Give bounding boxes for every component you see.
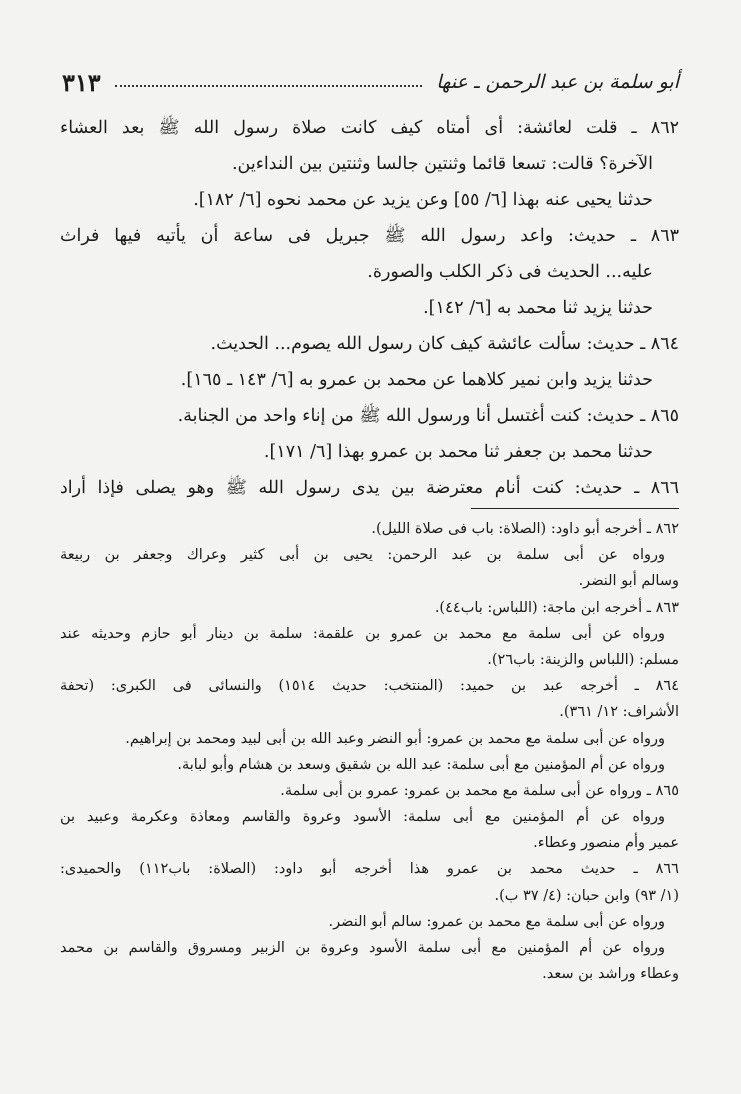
footnote-line: وعطاء وراشد بن سعد. [542, 966, 679, 983]
footnote-line: الأشراف: ١٢/ ٣٦١). [559, 704, 679, 721]
footnote-line: ورواه عن أم المؤمنين مع أبى سلمة: عبد الله بن شقيق وسعد بن هشام وأبو لبابة. [177, 756, 665, 773]
footnote-line: وسالم أبو النضر. [578, 573, 679, 590]
footnote-line: ٨٦٤ ـ أخرجه عبد بن حميد: (المنتخب: حديث ١٥١٤) والنسائى فى الكبرى: (تحفة [60, 678, 679, 695]
text-line: ٨٦٣ ـ حديث: واعد رسول الله ﷺ جبريل فى ساعة أن يأتيه فيها فراث [60, 226, 679, 246]
footnote-divider [471, 508, 679, 509]
footnote-line: ورواه عن أبى سلمة بن عبد الرحمن: يحيى بن أبى كثير وعراك وجعفر بن ربيعة [60, 547, 665, 564]
footnotes [60, 516, 679, 987]
chapter-title: أبو سلمة بن عبد الرحمن ـ عنها [436, 71, 679, 93]
footnote-line: عمير وأم منصور وعطاء. [533, 835, 679, 852]
footnote-line: ٨٦٢ ـ أخرجه أبو داود: (الصلاة: باب فى صلاة الليل). [371, 521, 679, 537]
running-header [62, 64, 679, 100]
text-line: ٨٦٥ ـ حديث: كنت أغتسل أنا ورسول الله ﷺ من إناء واحد من الجنابة. [177, 406, 679, 426]
text-line: الآخرة؟ قالت: تسعا قائما وثنتين جالسا وثنتين بين النداءين. [231, 154, 653, 174]
text-line: ٨٦٦ ـ حديث: كنت أنام معترضة بين يدى رسول الله ﷺ وهو يصلى فإذا أراد [60, 478, 679, 498]
footnote-line: ورواه عن أبى سلمة مع محمد بن عمرو: أبو النضر وعبد الله بن أبى لبيد ومحمد بن إبراهيم. [125, 730, 665, 747]
text-line: ٨٦٢ ـ قلت لعائشة: أى أمتاه كيف كانت صلاة رسول الله ﷺ بعد العشاء [60, 118, 679, 138]
text-line: عليه... الحديث فى ذكر الكلب والصورة. [367, 262, 653, 282]
main-text [60, 110, 679, 506]
text-line: ٨٦٤ ـ حديث: سألت عائشة كيف كان رسول الله يصوم... الحديث. [210, 334, 679, 354]
footnote-line: ورواه عن أم المؤمنين مع أبى سلمة الأسود وعروة بن الزبير ومسروق والقاسم بن محمد [60, 940, 665, 956]
footnote-line: ورواه عن أم المؤمنين مع أبى سلمة: الأسود وعروة والقاسم ومعاذة وعكرمة وعبيد بن [60, 809, 665, 826]
text-line: حدثنا محمد بن جعفر ثنا محمد بن عمرو بهذا [٦/ ١٧١]. [263, 442, 653, 462]
text-line: حدثنا يزيد ثنا محمد به [٦/ ١٤٢]. [423, 298, 653, 318]
footnote-line: ورواه عن أبى سلمة مع محمد بن عمرو: سالم أبو النضر. [328, 913, 665, 930]
header-dotted-rule [115, 85, 423, 87]
footnote-line: ورواه عن أبى سلمة مع محمد بن عمرو بن علقمة: سلمة بن دينار أبو حازم وحديثه عند [60, 625, 665, 642]
text-line: حدثنا يزيد وابن نمير كلاهما عن محمد بن عمرو به [٦/ ١٤٣ ـ ١٦٥]. [180, 370, 653, 390]
footnote-line: ٨٦٣ ـ أخرجه ابن ماجة: (اللباس: باب٤٤). [434, 599, 679, 616]
footnote-line: ٨٦٥ ـ ورواه عن أبى سلمة مع محمد بن عمرو: عمرو بن أبى سلمة. [280, 782, 679, 799]
footnote-line: مسلم: (اللباس والزينة: باب٢٦). [487, 651, 679, 668]
footnote-line: ٨٦٦ ـ حديث محمد بن عمرو هذا أخرجه أبو داود: (الصلاة: باب١١٢) والحميدى: [60, 861, 679, 878]
footnote-line: (١/ ٩٣) وابن حبان: (٤/ ٣٧ ب). [494, 887, 679, 904]
page-number: ٣١٣ [62, 67, 101, 97]
text-line: حدثنا يحيى عنه بهذا [٦/ ٥٥] وعن يزيد عن محمد نحوه [٦/ ١٨٢]. [193, 190, 653, 210]
